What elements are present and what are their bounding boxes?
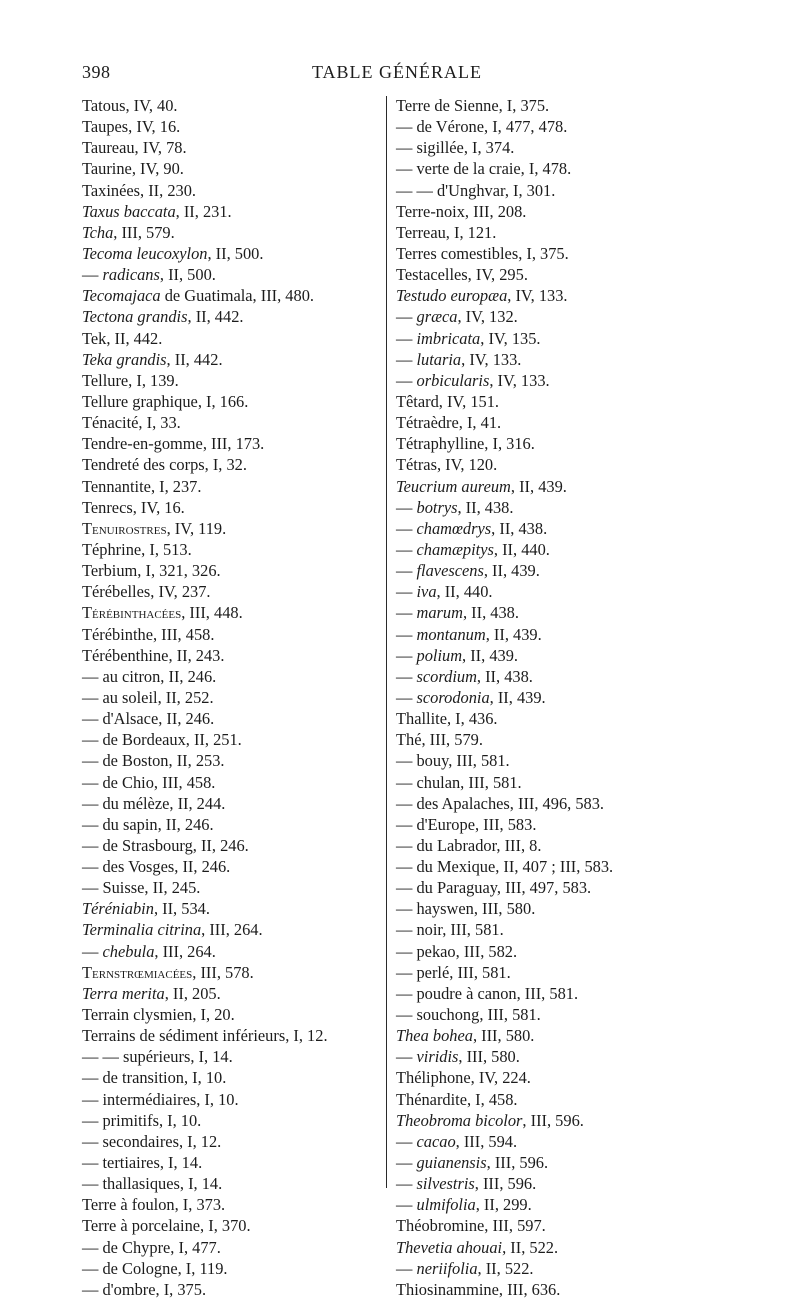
- entry-text: orbicularis: [416, 370, 490, 390]
- entry-text: — des Vosges, II, 246.: [82, 857, 231, 877]
- entry-text: — thallasiques, I, 14.: [82, 1174, 223, 1194]
- index-entry: [392, 581, 692, 602]
- index-entry: [82, 158, 387, 179]
- entry-text: Teka grandis: [82, 349, 167, 369]
- index-entry: [392, 624, 692, 645]
- index-entry: [392, 1110, 692, 1131]
- index-entry: [392, 518, 692, 539]
- index-entry: [392, 877, 692, 898]
- entry-text: Térébinthacées: [82, 603, 182, 623]
- entry-text: — du Paraguay, III, 497, 583.: [396, 878, 592, 898]
- entry-text: , III, 596.: [522, 1110, 584, 1130]
- entry-text: Terrain clysmien, I, 20.: [82, 1005, 235, 1025]
- index-entry: [82, 687, 387, 708]
- index-entry: [392, 328, 692, 349]
- index-entry: [392, 349, 692, 370]
- entry-text: Terreau, I, 121.: [396, 222, 497, 242]
- entry-text: neriifolia: [416, 1258, 478, 1278]
- index-entry: [82, 750, 387, 771]
- entry-text: — de Boston, II, 253.: [82, 751, 225, 771]
- entry-text: Testudo europæa: [396, 286, 508, 306]
- index-entry: [82, 962, 387, 983]
- entry-text: Terres comestibles, I, 375.: [396, 243, 569, 263]
- entry-text: — — d'Unghvar, I, 301.: [396, 180, 556, 200]
- entry-text: —: [396, 539, 417, 559]
- entry-text: Tétraèdre, I, 41.: [396, 413, 502, 433]
- entry-text: , IV, 119.: [166, 518, 227, 538]
- entry-text: cacao: [416, 1131, 456, 1151]
- entry-text: flavescens: [416, 561, 484, 581]
- entry-text: , III, 580.: [458, 1047, 520, 1067]
- entry-text: chebula: [102, 941, 155, 961]
- index-entry: [82, 264, 387, 285]
- entry-text: —: [396, 582, 417, 602]
- index-entry: [82, 708, 387, 729]
- entry-text: Têtard, IV, 151.: [396, 391, 500, 411]
- index-entry: [392, 95, 692, 116]
- index-entry: [82, 983, 387, 1004]
- entry-text: , IV, 132.: [457, 307, 518, 327]
- entry-text: lutaria: [416, 349, 462, 369]
- entry-text: Tellure, I, 139.: [82, 370, 179, 390]
- entry-text: , II, 439.: [483, 561, 540, 581]
- entry-text: , II, 522.: [477, 1258, 534, 1278]
- index-entry: [82, 306, 387, 327]
- entry-text: Tétraphylline, I, 316.: [396, 434, 535, 454]
- entry-text: Tennantite, I, 237.: [82, 476, 202, 496]
- index-entry: [392, 1194, 692, 1215]
- entry-text: Térébelles, IV, 237.: [82, 582, 211, 602]
- entry-text: — de transition, I, 10.: [82, 1068, 227, 1088]
- entry-text: Téphrine, I, 513.: [82, 539, 192, 559]
- index-entry: [82, 814, 387, 835]
- index-column-left: [82, 95, 387, 1300]
- entry-text: — secondaires, I, 12.: [82, 1131, 222, 1151]
- index-column-right: [392, 95, 692, 1300]
- index-entry: [392, 1046, 692, 1067]
- index-entry: [392, 539, 692, 560]
- index-entry: [82, 919, 387, 940]
- entry-text: —: [396, 497, 417, 517]
- entry-text: Thea bohea: [396, 1026, 473, 1046]
- entry-text: montanum: [416, 624, 486, 644]
- index-entry: [82, 1258, 387, 1279]
- entry-text: — du Labrador, III, 8.: [396, 835, 542, 855]
- entry-text: — Suisse, II, 245.: [82, 878, 201, 898]
- index-entry: [82, 1173, 387, 1194]
- entry-text: — du sapin, II, 246.: [82, 814, 214, 834]
- entry-text: Taxinées, II, 230.: [82, 180, 197, 200]
- entry-text: silvestris: [416, 1174, 475, 1194]
- entry-text: Thiosinammine, III, 636.: [396, 1279, 561, 1299]
- entry-text: , II, 438.: [491, 518, 548, 538]
- index-entry: [82, 729, 387, 750]
- index-entry: [82, 349, 387, 370]
- entry-text: Taurine, IV, 90.: [82, 159, 184, 179]
- entry-text: Tatous, IV, 40.: [82, 96, 178, 115]
- entry-text: Terre à porcelaine, I, 370.: [82, 1216, 251, 1236]
- index-entry: [392, 285, 692, 306]
- index-entry: [392, 476, 692, 497]
- entry-text: Tendre-en-gomme, III, 173.: [82, 434, 265, 454]
- entry-text: —: [396, 349, 417, 369]
- index-entry: [392, 412, 692, 433]
- index-entry: [392, 1067, 692, 1088]
- entry-text: — verte de la craie, I, 478.: [396, 159, 572, 179]
- entry-text: , II, 440.: [493, 539, 550, 559]
- entry-text: , II, 438.: [476, 666, 533, 686]
- entry-text: — sigillée, I, 374.: [396, 138, 515, 158]
- index-entry: [82, 1279, 387, 1300]
- entry-text: de Guatimala, III, 480.: [160, 286, 314, 306]
- entry-text: — noir, III, 581.: [396, 920, 504, 940]
- index-entry: [82, 1152, 387, 1173]
- entry-text: —: [396, 518, 417, 538]
- index-entry: [392, 1089, 692, 1110]
- entry-text: , II, 500.: [159, 265, 216, 285]
- entry-text: —: [396, 645, 417, 665]
- index-entry: [82, 433, 387, 454]
- entry-text: , IV, 135.: [480, 328, 541, 348]
- entry-text: — de Cologne, I, 119.: [82, 1258, 228, 1278]
- index-entry: [82, 328, 387, 349]
- entry-text: Thevetia ahouai: [396, 1237, 503, 1257]
- entry-text: , II, 500.: [207, 243, 264, 263]
- entry-text: Terra merita: [82, 983, 165, 1003]
- index-entry: [82, 391, 387, 412]
- entry-text: Ténacité, I, 33.: [82, 413, 181, 433]
- index-entry: [392, 454, 692, 475]
- entry-text: imbricata: [416, 328, 481, 348]
- index-entry: [392, 1215, 692, 1236]
- entry-text: Terre à foulon, I, 373.: [82, 1195, 226, 1215]
- entry-text: , II, 534.: [153, 899, 210, 919]
- entry-text: — — supérieurs, I, 14.: [82, 1047, 233, 1067]
- entry-text: Terrains de sédiment inférieurs, I, 12.: [82, 1026, 328, 1046]
- entry-text: , II, 438.: [462, 603, 519, 623]
- entry-text: — perlé, III, 581.: [396, 962, 511, 982]
- index-entry: [392, 560, 692, 581]
- entry-text: , III, 264.: [154, 941, 216, 961]
- entry-text: — hayswen, III, 580.: [396, 899, 536, 919]
- entry-text: Tenuirostres: [82, 518, 167, 538]
- index-entry: [392, 1173, 692, 1194]
- index-entry: [392, 137, 692, 158]
- index-entry: [392, 793, 692, 814]
- entry-text: — du mélèze, II, 244.: [82, 793, 226, 813]
- index-entry: [392, 941, 692, 962]
- entry-text: iva: [416, 582, 437, 602]
- column-divider: [386, 96, 387, 1188]
- index-entry: [82, 941, 387, 962]
- entry-text: Tendreté des corps, I, 32.: [82, 455, 247, 475]
- entry-text: Tecoma leucoxylon: [82, 243, 208, 263]
- index-entry: [82, 666, 387, 687]
- entry-text: Tétras, IV, 120.: [396, 455, 498, 475]
- index-entry: [392, 708, 692, 729]
- index-entry: [82, 497, 387, 518]
- entry-text: — primitifs, I, 10.: [82, 1110, 202, 1130]
- entry-text: , III, 578.: [192, 962, 254, 982]
- entry-text: — chulan, III, 581.: [396, 772, 522, 792]
- entry-text: — de Vérone, I, 477, 478.: [396, 117, 568, 137]
- entry-text: — d'Alsace, II, 246.: [82, 709, 215, 729]
- entry-text: scordium: [416, 666, 477, 686]
- entry-text: —: [396, 1153, 417, 1173]
- index-entry: [392, 433, 692, 454]
- index-entry: [82, 1131, 387, 1152]
- index-entry: [82, 539, 387, 560]
- index-entry: [82, 137, 387, 158]
- entry-text: polium: [416, 645, 463, 665]
- entry-text: , IV, 133.: [507, 286, 568, 306]
- entry-text: , II, 440.: [436, 582, 493, 602]
- entry-text: — souchong, III, 581.: [396, 1005, 541, 1025]
- index-entry: [392, 1237, 692, 1258]
- entry-text: , II, 439.: [485, 624, 542, 644]
- entry-text: Théliphone, IV, 224.: [396, 1068, 531, 1088]
- index-entry: [392, 180, 692, 201]
- entry-text: Tectona grandis: [82, 307, 188, 327]
- index-entry: [392, 983, 692, 1004]
- entry-text: Teucrium aureum: [396, 476, 511, 496]
- entry-text: , II, 522.: [502, 1237, 559, 1257]
- entry-text: chamœdrys: [416, 518, 492, 538]
- entry-text: — de Chio, III, 458.: [82, 772, 216, 792]
- entry-text: —: [396, 1195, 417, 1215]
- index-entry: [82, 370, 387, 391]
- entry-text: —: [396, 370, 417, 390]
- index-entry: [392, 264, 692, 285]
- entry-text: , II, 442.: [166, 349, 223, 369]
- index-entry: [392, 222, 692, 243]
- running-title: TABLE GÉNÉRALE: [312, 62, 483, 82]
- entry-text: Terbium, I, 321, 326.: [82, 561, 221, 581]
- index-entry: [82, 201, 387, 222]
- index-entry: [392, 772, 692, 793]
- entry-text: , IV, 133.: [461, 349, 522, 369]
- entry-text: —: [396, 328, 417, 348]
- entry-text: marum: [416, 603, 463, 623]
- index-entry: [392, 201, 692, 222]
- index-entry: [392, 602, 692, 623]
- entry-text: Tellure graphique, I, 166.: [82, 391, 249, 411]
- index-entry: [392, 962, 692, 983]
- entry-text: Tcha: [82, 222, 114, 242]
- index-entry: [82, 222, 387, 243]
- entry-text: — des Apalaches, III, 496, 583.: [396, 793, 605, 813]
- entry-text: — au citron, II, 246.: [82, 666, 217, 686]
- index-entry: [392, 243, 692, 264]
- entry-text: Taxus baccata: [82, 201, 176, 221]
- entry-text: — d'Europe, III, 583.: [396, 814, 537, 834]
- index-entry: [82, 1215, 387, 1236]
- entry-text: —: [396, 1174, 417, 1194]
- entry-text: , III, 580.: [472, 1026, 535, 1046]
- entry-text: Théobromine, III, 597.: [396, 1216, 546, 1236]
- index-entry: [82, 1237, 387, 1258]
- entry-text: —: [396, 624, 417, 644]
- index-entry: [392, 1004, 692, 1025]
- entry-text: — poudre à canon, III, 581.: [396, 983, 579, 1003]
- entry-text: , II, 438.: [457, 497, 514, 517]
- entry-text: radicans: [102, 265, 160, 285]
- index-entry: [392, 687, 692, 708]
- index-entry: [82, 454, 387, 475]
- entry-text: Ternstrœmiacées: [82, 962, 193, 982]
- entry-text: Terminalia citrina: [82, 920, 202, 940]
- entry-text: —: [396, 666, 417, 686]
- entry-text: , III, 579.: [113, 222, 175, 242]
- index-entry: [82, 1046, 387, 1067]
- index-entry: [82, 1089, 387, 1110]
- entry-text: chamæpitys: [416, 539, 494, 559]
- index-entry: [392, 1152, 692, 1173]
- entry-text: — tertiaires, I, 14.: [82, 1153, 203, 1173]
- index-entry: [82, 877, 387, 898]
- index-entry: [392, 835, 692, 856]
- index-entry: [82, 285, 387, 306]
- entry-text: botrys: [416, 497, 458, 517]
- entry-text: guianensis: [416, 1153, 487, 1173]
- entry-text: —: [396, 1047, 417, 1067]
- index-entry: [392, 856, 692, 877]
- index-entry: [82, 412, 387, 433]
- index-entry: [82, 1004, 387, 1025]
- entry-text: — intermédiaires, I, 10.: [82, 1089, 239, 1109]
- index-entry: [392, 1025, 692, 1046]
- entry-text: Thallite, I, 436.: [396, 709, 498, 729]
- index-entry: [82, 793, 387, 814]
- entry-text: , II, 439.: [462, 645, 519, 665]
- entry-text: —: [82, 265, 103, 285]
- entry-text: — du Mexique, II, 407 ; III, 583.: [396, 857, 614, 877]
- index-entry: [392, 1279, 692, 1300]
- entry-text: Thénardite, I, 458.: [396, 1089, 518, 1109]
- index-entry: [392, 729, 692, 750]
- entry-text: viridis: [416, 1047, 459, 1067]
- index-entry: [82, 95, 387, 116]
- index-entry: [392, 750, 692, 771]
- entry-text: Taureau, IV, 78.: [82, 138, 187, 158]
- entry-text: , III, 448.: [181, 603, 243, 623]
- index-entry: [82, 624, 387, 645]
- page-number: 398: [82, 62, 111, 82]
- entry-text: Térébinthe, III, 458.: [82, 624, 215, 644]
- index-entry: [82, 1025, 387, 1046]
- entry-text: — de Bordeaux, II, 251.: [82, 730, 242, 750]
- entry-text: Terre-noix, III, 208.: [396, 201, 527, 221]
- entry-text: , III, 264.: [201, 920, 263, 940]
- index-entry: [392, 1258, 692, 1279]
- entry-text: Téréniabin: [82, 899, 154, 919]
- index-entry: [392, 898, 692, 919]
- index-entry: [392, 814, 692, 835]
- index-entry: [82, 602, 387, 623]
- entry-text: , II, 439.: [510, 476, 567, 496]
- index-entry: [82, 560, 387, 581]
- entry-text: —: [396, 687, 417, 707]
- index-entry: [82, 476, 387, 497]
- entry-text: , IV, 133.: [489, 370, 550, 390]
- entry-text: —: [82, 941, 103, 961]
- entry-text: —: [396, 1131, 417, 1151]
- index-entry: [82, 1194, 387, 1215]
- entry-text: Theobroma bicolor: [396, 1110, 523, 1130]
- entry-text: — bouy, III, 581.: [396, 751, 510, 771]
- index-entry: [392, 666, 692, 687]
- entry-text: scorodonia: [416, 687, 490, 707]
- index-entry: [392, 1131, 692, 1152]
- entry-text: — de Chypre, I, 477.: [82, 1237, 221, 1257]
- entry-text: , II, 299.: [475, 1195, 532, 1215]
- page-header: [82, 62, 642, 92]
- entry-text: — de Strasbourg, II, 246.: [82, 835, 249, 855]
- entry-text: , II, 439.: [489, 687, 546, 707]
- entry-text: , II, 231.: [175, 201, 232, 221]
- index-entry: [82, 243, 387, 264]
- entry-text: — d'ombre, I, 375.: [82, 1279, 207, 1299]
- entry-text: Testacelles, IV, 295.: [396, 265, 528, 285]
- index-entry: [82, 518, 387, 539]
- entry-text: — au soleil, II, 252.: [82, 687, 214, 707]
- entry-text: — pekao, III, 582.: [396, 941, 518, 961]
- entry-text: Térébenthine, II, 243.: [82, 645, 225, 665]
- entry-text: Terre de Sienne, I, 375.: [396, 96, 550, 115]
- entry-text: —: [396, 1258, 417, 1278]
- index-entry: [82, 645, 387, 666]
- entry-text: —: [396, 603, 417, 623]
- index-entry: [82, 772, 387, 793]
- entry-text: ulmifolia: [416, 1195, 476, 1215]
- index-entry: [392, 306, 692, 327]
- index-entry: [392, 919, 692, 940]
- index-entry: [82, 898, 387, 919]
- index-entry: [392, 645, 692, 666]
- entry-text: , III, 596.: [486, 1153, 549, 1173]
- entry-text: , II, 205.: [164, 983, 221, 1003]
- entry-text: , III, 596.: [474, 1174, 537, 1194]
- entry-text: Tecomajaca: [82, 286, 161, 306]
- entry-text: —: [396, 561, 417, 581]
- entry-text: —: [396, 307, 417, 327]
- index-entry: [82, 1110, 387, 1131]
- entry-text: , III, 594.: [455, 1131, 518, 1151]
- index-entry: [392, 370, 692, 391]
- entry-text: Tenrecs, IV, 16.: [82, 497, 185, 517]
- index-entry: [392, 158, 692, 179]
- index-entry: [82, 835, 387, 856]
- index-entry: [82, 116, 387, 137]
- entry-text: , II, 442.: [187, 307, 244, 327]
- index-entry: [82, 180, 387, 201]
- index-entry: [392, 391, 692, 412]
- entry-text: Thé, III, 579.: [396, 730, 483, 750]
- index-entry: [82, 581, 387, 602]
- entry-text: Taupes, IV, 16.: [82, 117, 181, 137]
- entry-text: Tek, II, 442.: [82, 328, 163, 348]
- entry-text: græca: [416, 307, 458, 327]
- index-entry: [82, 856, 387, 877]
- index-entry: [392, 116, 692, 137]
- index-entry: [82, 1067, 387, 1088]
- index-entry: [392, 497, 692, 518]
